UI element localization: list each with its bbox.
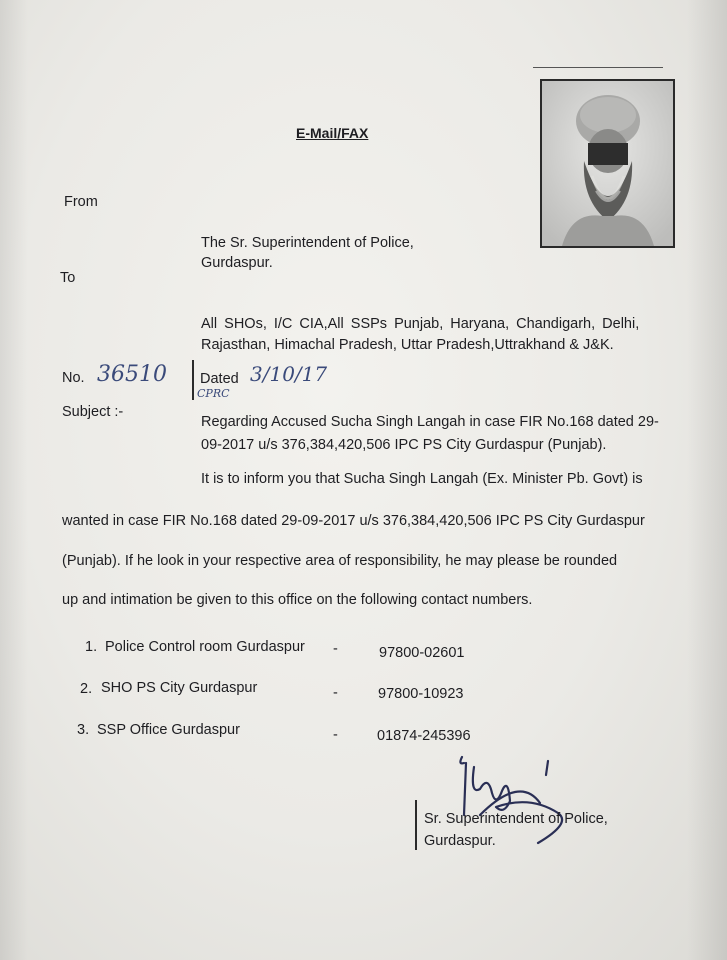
sender-line-1: The Sr. Superintendent of Police, (201, 235, 414, 251)
contact-number: 3. (77, 722, 90, 738)
dated-label: Dated (200, 371, 239, 387)
signoff-line-1: Sr. Superintendent of Police, (424, 811, 608, 827)
suspect-photo (540, 79, 675, 248)
page-shadow-left (0, 0, 28, 960)
dated-value: 3/10/17 (250, 362, 328, 386)
document-title: E-Mail/FAX (296, 125, 369, 141)
reference-separator (192, 360, 194, 400)
contact-dash: - (333, 685, 338, 701)
contact-number: 2. (80, 681, 93, 697)
body-line-2: wanted in case FIR No.168 dated 29-09-2017 u/s 376,384,420,506 IPC PS City Gurdaspur (62, 513, 645, 529)
contact-name: SHO PS City Gurdaspur (101, 680, 258, 696)
body-line-4: up and intimation be given to this office on the following contact numbers. (62, 592, 533, 608)
recipients-line-1: All SHOs, I/C CIA,All SSPs Punjab, Haryana, Chandigarh, Delhi, (201, 316, 640, 332)
subject-line-1: Regarding Accused Sucha Singh Langah in case FIR No.168 dated 29- (201, 414, 659, 430)
sender-line-2: Gurdaspur. (201, 255, 273, 271)
signature-separator (415, 800, 417, 850)
photo-top-rule (533, 67, 663, 68)
contact-name: Police Control room Gurdaspur (105, 639, 305, 655)
contact-phone: 01874-245396 (377, 728, 471, 744)
to-label: To (60, 270, 76, 286)
body-line-1: It is to inform you that Sucha Singh Langah (Ex. Minister Pb. Govt) is (201, 471, 643, 487)
contact-name: SSP Office Gurdaspur (97, 722, 240, 738)
contact-dash: - (333, 641, 338, 657)
reference-number: 36510 (97, 362, 167, 387)
signoff-line-2: Gurdaspur. (424, 833, 496, 849)
cprc-note: CPRC (197, 387, 230, 400)
contact-phone: 97800-02601 (379, 645, 465, 661)
subject-line-2: 09-2017 u/s 376,384,420,506 IPC PS City Gurdaspur (Punjab). (201, 437, 607, 453)
contact-dash: - (333, 727, 338, 743)
portrait-image (542, 81, 673, 246)
recipients-line-2: Rajasthan, Himachal Pradesh, Uttar Pradesh,Uttrakhand & J&K. (201, 337, 614, 353)
body-line-3: (Punjab). If he look in your respective area of responsibility, he may please be rounded (62, 553, 618, 569)
no-label: No. (62, 370, 85, 386)
contact-phone: 97800-10923 (378, 686, 464, 702)
contact-number: 1. (85, 639, 98, 655)
subject-label: Subject :- (62, 404, 124, 420)
from-label: From (64, 194, 98, 210)
page-shadow-right (687, 0, 727, 960)
